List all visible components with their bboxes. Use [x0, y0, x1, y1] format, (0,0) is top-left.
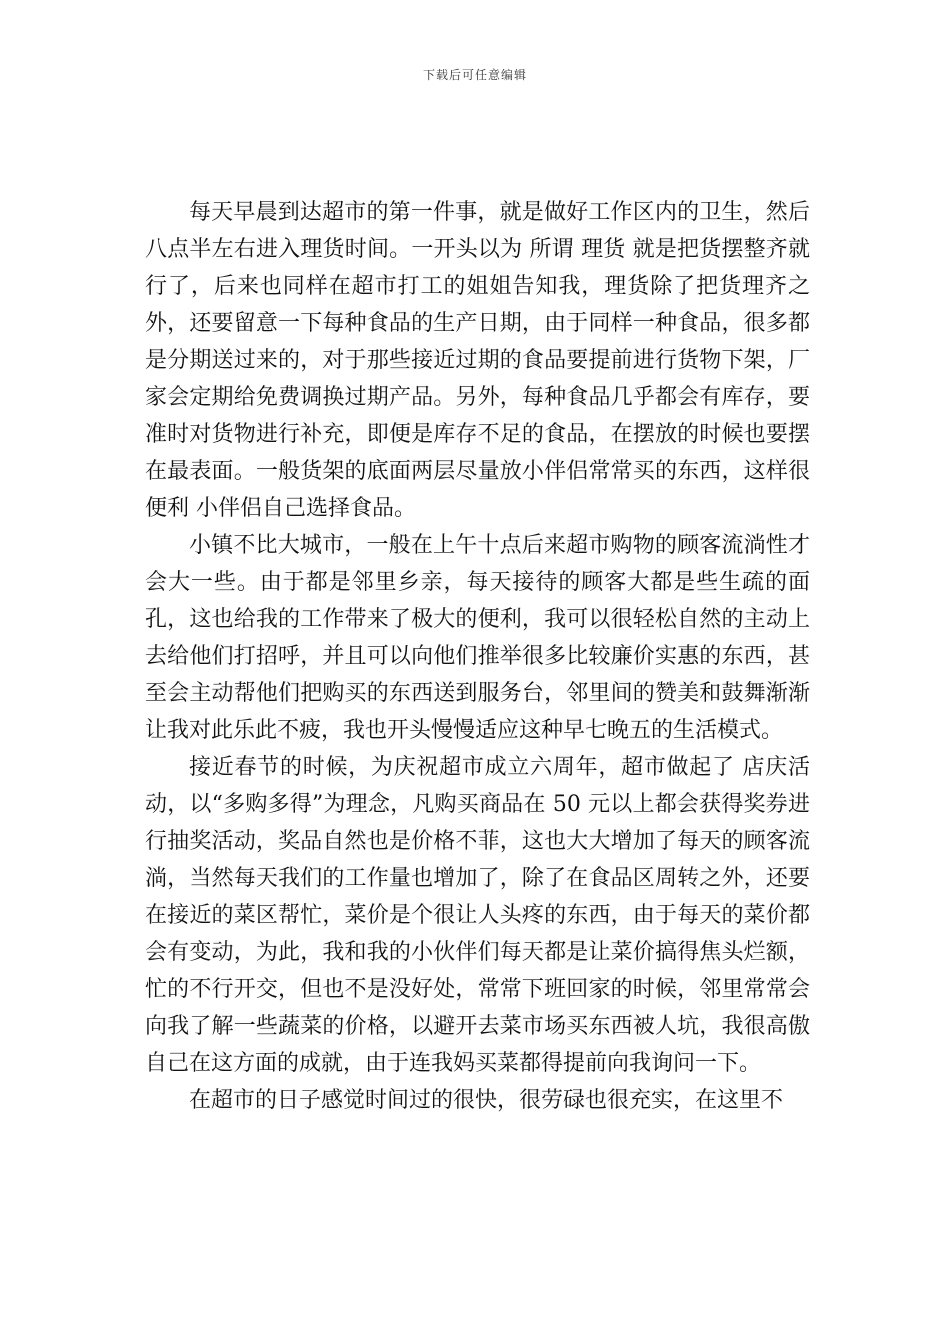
paragraph-2: 小镇不比大城市，一般在上午十点后来超市购物的顾客流淌性才会大一些。由于都是邻里乡亲，每天接待的顾客大都是些生疏的面孔，这也给我的工作带来了极大的便利，我可以很轻松自然的主动上去给他们打招呼，并且可以向他们推举很多比较廉价实惠的东西，甚至会主动帮他们把购买的东西送到服务台，邻里间的赞美和鼓舞渐渐让我对此乐此不疲，我也开头慢慢适应这种早七晚五的生活模式。	[145, 533, 810, 743]
page-header: 下载后可任意编辑	[422, 68, 527, 82]
paragraph-4: 在超市的日子感觉时间过的很快，很劳碌也很充实，在这里不	[189, 1088, 784, 1113]
paragraph-3: 接近春节的时候，为庆祝超市成立六周年，超市做起了 店庆活动，以“多购多得”为理念，凡购买商品在 50 元以上都会获得奖券进行抽奖活动，奖品自然也是价格不菲，这也大大增加了每天的顾客流淌，当然每天我们的工作量也增加了，除了在食品区周转之外，还要在接近的菜区帮忙，菜价是个很让人头疼的东西，由于每天的菜价都会有变动，为此，我和我的小伙伴们每天都是让菜价搞得焦头烂额，忙的不行开交，但也不是没好处，常常下班回家的时候，邻里常常会向我了解一些蔬菜的价格，以避开去菜市场买东西被人坑，我很高傲自己在这方面的成就，由于连我妈买菜都得提前向我询问一下。	[145, 755, 810, 1076]
paragraph-1: 每天早晨到达超市的第一件事，就是做好工作区内的卫生，然后八点半左右进入理货时间。一开头以为 所谓 理货 就是把货摆整齐就行了，后来也同样在超市打工的姐姐告知我，理货除了把货理齐之外，还要留意一下每种食品的生产日期，由于同样一种食品，很多都是分期送过来的，对于那些接近过期的食品要提前进行货物下架，厂家会定期给免费调换过期产品。另外，每种食品几乎都会有库存，要准时对货物进行补充，即便是库存不足的食品，在摆放的时候也要摆在最表面。一般货架的底面两层尽量放小伴侣常常买的东西，这样很便利 小伴侣自己选择食品。	[145, 200, 810, 521]
document-body	[145, 194, 810, 1119]
